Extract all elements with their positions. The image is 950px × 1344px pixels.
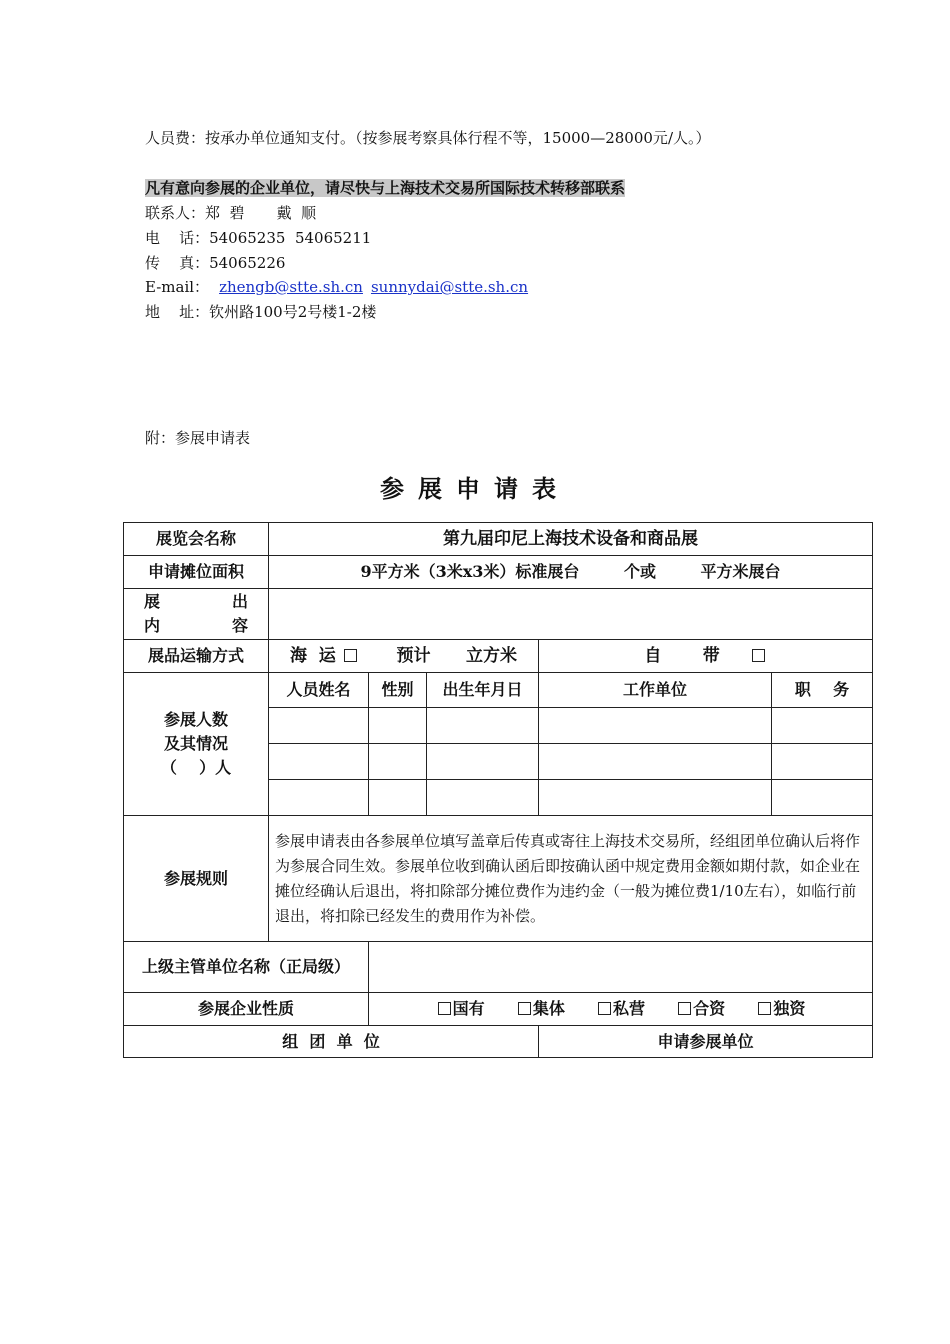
header-birthdate: 出生年月日	[427, 673, 539, 708]
contact-name-2: 戴 顺	[276, 204, 317, 222]
participant-gender-cell[interactable]	[369, 708, 427, 744]
transport-label: 展品运输方式	[124, 640, 269, 673]
participant-position-cell[interactable]	[772, 744, 873, 780]
participant-workplace-cell[interactable]	[539, 708, 772, 744]
nature-options	[369, 993, 873, 1026]
participant-birthdate-cell[interactable]	[427, 744, 539, 780]
participant-name-cell[interactable]	[269, 708, 369, 744]
nature-option[interactable]: 独资	[756, 999, 805, 1018]
participant-name-cell[interactable]	[269, 744, 369, 780]
address-line: 地 址：钦州路100号2号楼1-2楼	[145, 303, 377, 321]
fee-line: 人员费：按承办单位通知支付。（按参展考察具体行程不等，15000—28000元/人。）	[145, 129, 711, 147]
email-link-2[interactable]: sunnydai@stte.sh.cn	[370, 278, 529, 296]
participant-name-cell[interactable]	[269, 780, 369, 816]
participant-workplace-cell[interactable]	[539, 744, 772, 780]
highlight-text: 凡有意向参展的企业单位，请尽快与上海技术交易所国际技术转移部联系	[145, 179, 626, 197]
checkbox-icon[interactable]	[518, 1002, 531, 1015]
transport-sea-label: 海 运	[289, 646, 336, 666]
booth-area-value[interactable]: 9平方米（3米x3米）标准展台 个或 平方米展台	[269, 556, 873, 589]
header-name: 人员姓名	[269, 673, 369, 708]
participant-birthdate-cell[interactable]	[427, 708, 539, 744]
booth-area-label: 申请摊位面积	[124, 556, 269, 589]
header-workplace: 工作单位	[539, 673, 772, 708]
email-link-1[interactable]: zhengb@stte.sh.cn	[219, 278, 363, 296]
checkbox-icon[interactable]	[438, 1002, 451, 1015]
rules-text: 参展申请表由各参展单位填写盖章后传真或寄往上海技术交易所，经组团单位确认后将作为参展合同生效。参展单位收到确认函后即按确认函中规定费用金额如期付款，如企业在摊位经确认后退出，将扣除部分摊位费作为违约金（一般为摊位费1/10左右），如临行前退出，将扣除已经发生的费用作为补偿。	[269, 816, 873, 942]
self-checkbox[interactable]	[752, 649, 765, 662]
nature-option[interactable]: 集体	[516, 999, 565, 1018]
exhibition-name-value: 第九届印尼上海技术设备和商品展	[269, 523, 873, 556]
exhibit-content-field[interactable]	[269, 589, 873, 640]
participant-position-cell[interactable]	[772, 780, 873, 816]
nature-option[interactable]: 国有	[436, 999, 485, 1018]
checkbox-icon[interactable]	[758, 1002, 771, 1015]
rules-label: 参展规则	[124, 816, 269, 942]
checkbox-icon[interactable]	[598, 1002, 611, 1015]
application-form	[123, 522, 873, 1058]
email-line	[145, 277, 528, 297]
contact-line	[145, 203, 316, 223]
transport-estimate-label: 预计 立方米	[396, 646, 518, 666]
attachment-line: 附：参展申请表	[145, 429, 251, 447]
exhibition-name-label: 展览会名称	[124, 523, 269, 556]
transport-self-label: 自 带	[644, 646, 720, 666]
nature-option[interactable]: 合资	[676, 999, 725, 1018]
header-position: 职 务	[772, 673, 873, 708]
supervisor-field[interactable]	[369, 942, 873, 993]
contact-label: 联系人：	[145, 204, 206, 222]
participant-position-cell[interactable]	[772, 708, 873, 744]
participants-label: 参展人数 及其情况 （ ）人	[124, 673, 269, 816]
exhibit-content-label: 展 出 内 容	[124, 589, 269, 640]
form-title: 参展申请表	[380, 474, 570, 503]
fax-line: 传 真：54065226	[145, 254, 286, 272]
nature-label: 参展企业性质	[124, 993, 369, 1026]
transport-sea-cell	[269, 640, 539, 673]
participant-gender-cell[interactable]	[369, 744, 427, 780]
participant-workplace-cell[interactable]	[539, 780, 772, 816]
phone-line: 电 话：54065235 54065211	[145, 229, 372, 247]
organizer-label: 组 团 单 位	[124, 1026, 539, 1058]
supervisor-label: 上级主管单位名称（正局级）	[124, 942, 369, 993]
nature-option[interactable]: 私营	[596, 999, 645, 1018]
header-gender: 性别	[369, 673, 427, 708]
contact-name-1: 郑 碧	[205, 204, 245, 222]
participant-gender-cell[interactable]	[369, 780, 427, 816]
email-label: E-mail：	[145, 278, 210, 296]
contact-instruction	[145, 178, 625, 198]
transport-self-cell	[539, 640, 873, 673]
checkbox-icon[interactable]	[678, 1002, 691, 1015]
applicant-label: 申请参展单位	[539, 1026, 873, 1058]
sea-checkbox[interactable]	[344, 649, 357, 662]
participant-birthdate-cell[interactable]	[427, 780, 539, 816]
